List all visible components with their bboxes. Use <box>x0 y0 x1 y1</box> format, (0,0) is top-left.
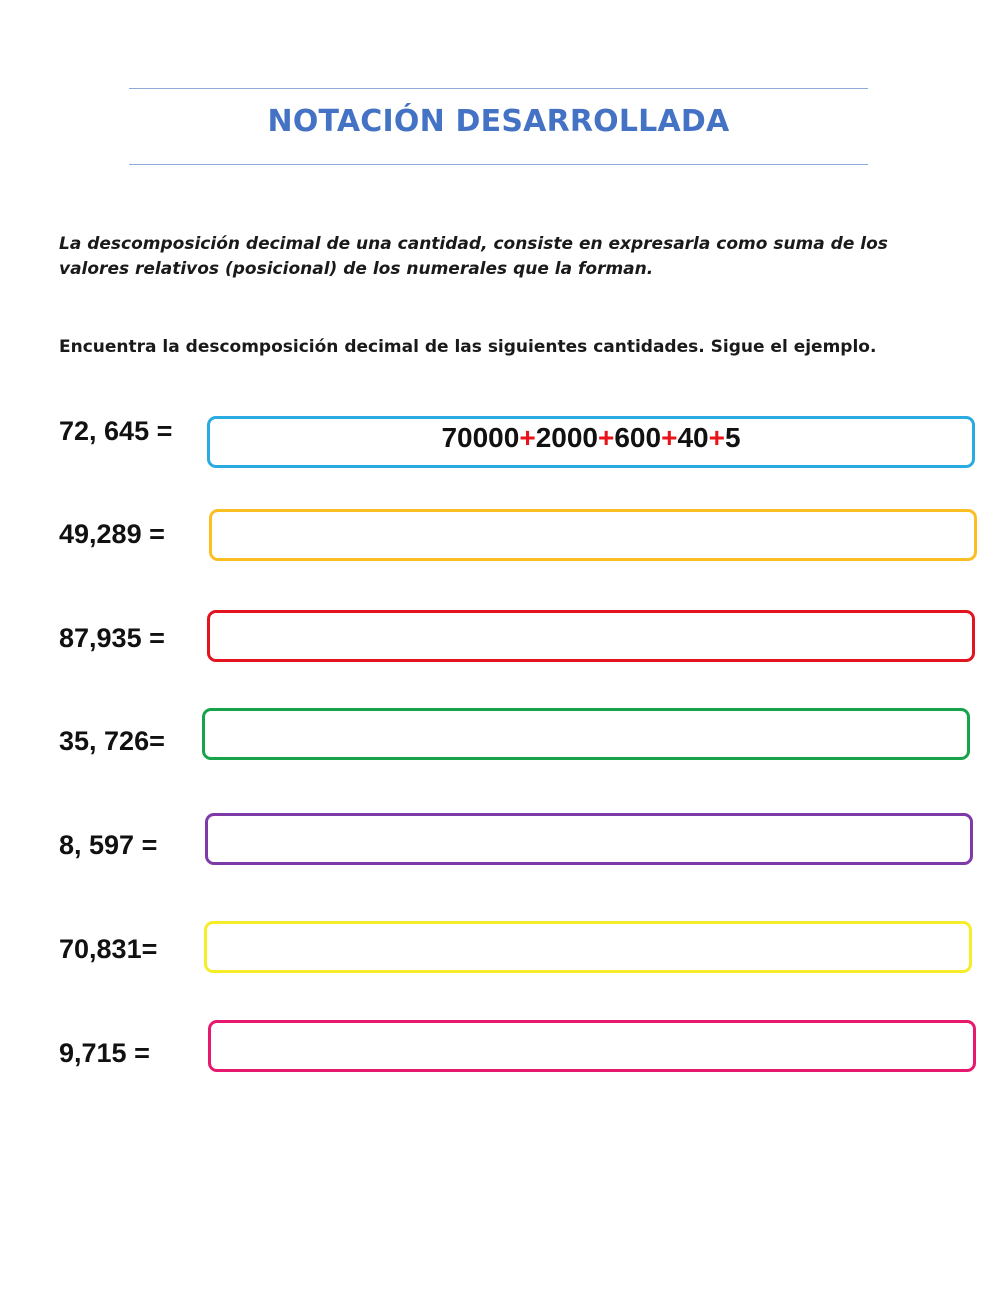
plus-sign: + <box>519 422 536 453</box>
plus-sign: + <box>708 422 725 453</box>
example-answer-box <box>207 416 975 468</box>
exercise-label: 35, 726= <box>59 726 165 756</box>
answer-input-box[interactable] <box>208 1020 976 1072</box>
title-rule-top <box>129 88 868 89</box>
plus-sign: + <box>661 422 678 453</box>
example-answer <box>210 422 972 454</box>
term: 2000 <box>535 422 598 453</box>
example-label: 72, 645 = <box>59 416 173 446</box>
page-title: NOTACIÓN DESARROLLADA <box>267 104 730 139</box>
exercise-label: 9,715 = <box>59 1038 150 1068</box>
title-rule-bottom <box>129 164 868 165</box>
exercise-label: 8, 597 = <box>59 830 158 860</box>
exercise-label: 70,831= <box>59 934 158 964</box>
exercise-label: 49,289 = <box>59 519 165 549</box>
term: 70000 <box>441 422 520 453</box>
plus-sign: + <box>598 422 615 453</box>
answer-input-box[interactable] <box>205 813 973 865</box>
term: 40 <box>677 422 709 453</box>
exercise-label: 87,935 = <box>59 623 165 653</box>
answer-input-box[interactable] <box>204 921 972 973</box>
instruction-text: Encuentra la descomposición decimal de las siguientes cantidades. Sigue el ejemplo. <box>59 337 877 357</box>
intro-text: La descomposición decimal de una cantidad, consiste en expresarla como suma de los valores relativos (posicional) de los numerales que la forman. <box>59 234 888 279</box>
answer-input-box[interactable] <box>207 610 975 662</box>
answer-input-box[interactable] <box>202 708 970 760</box>
term: 600 <box>614 422 662 453</box>
answer-input-box[interactable] <box>209 509 977 561</box>
term: 5 <box>724 422 741 453</box>
